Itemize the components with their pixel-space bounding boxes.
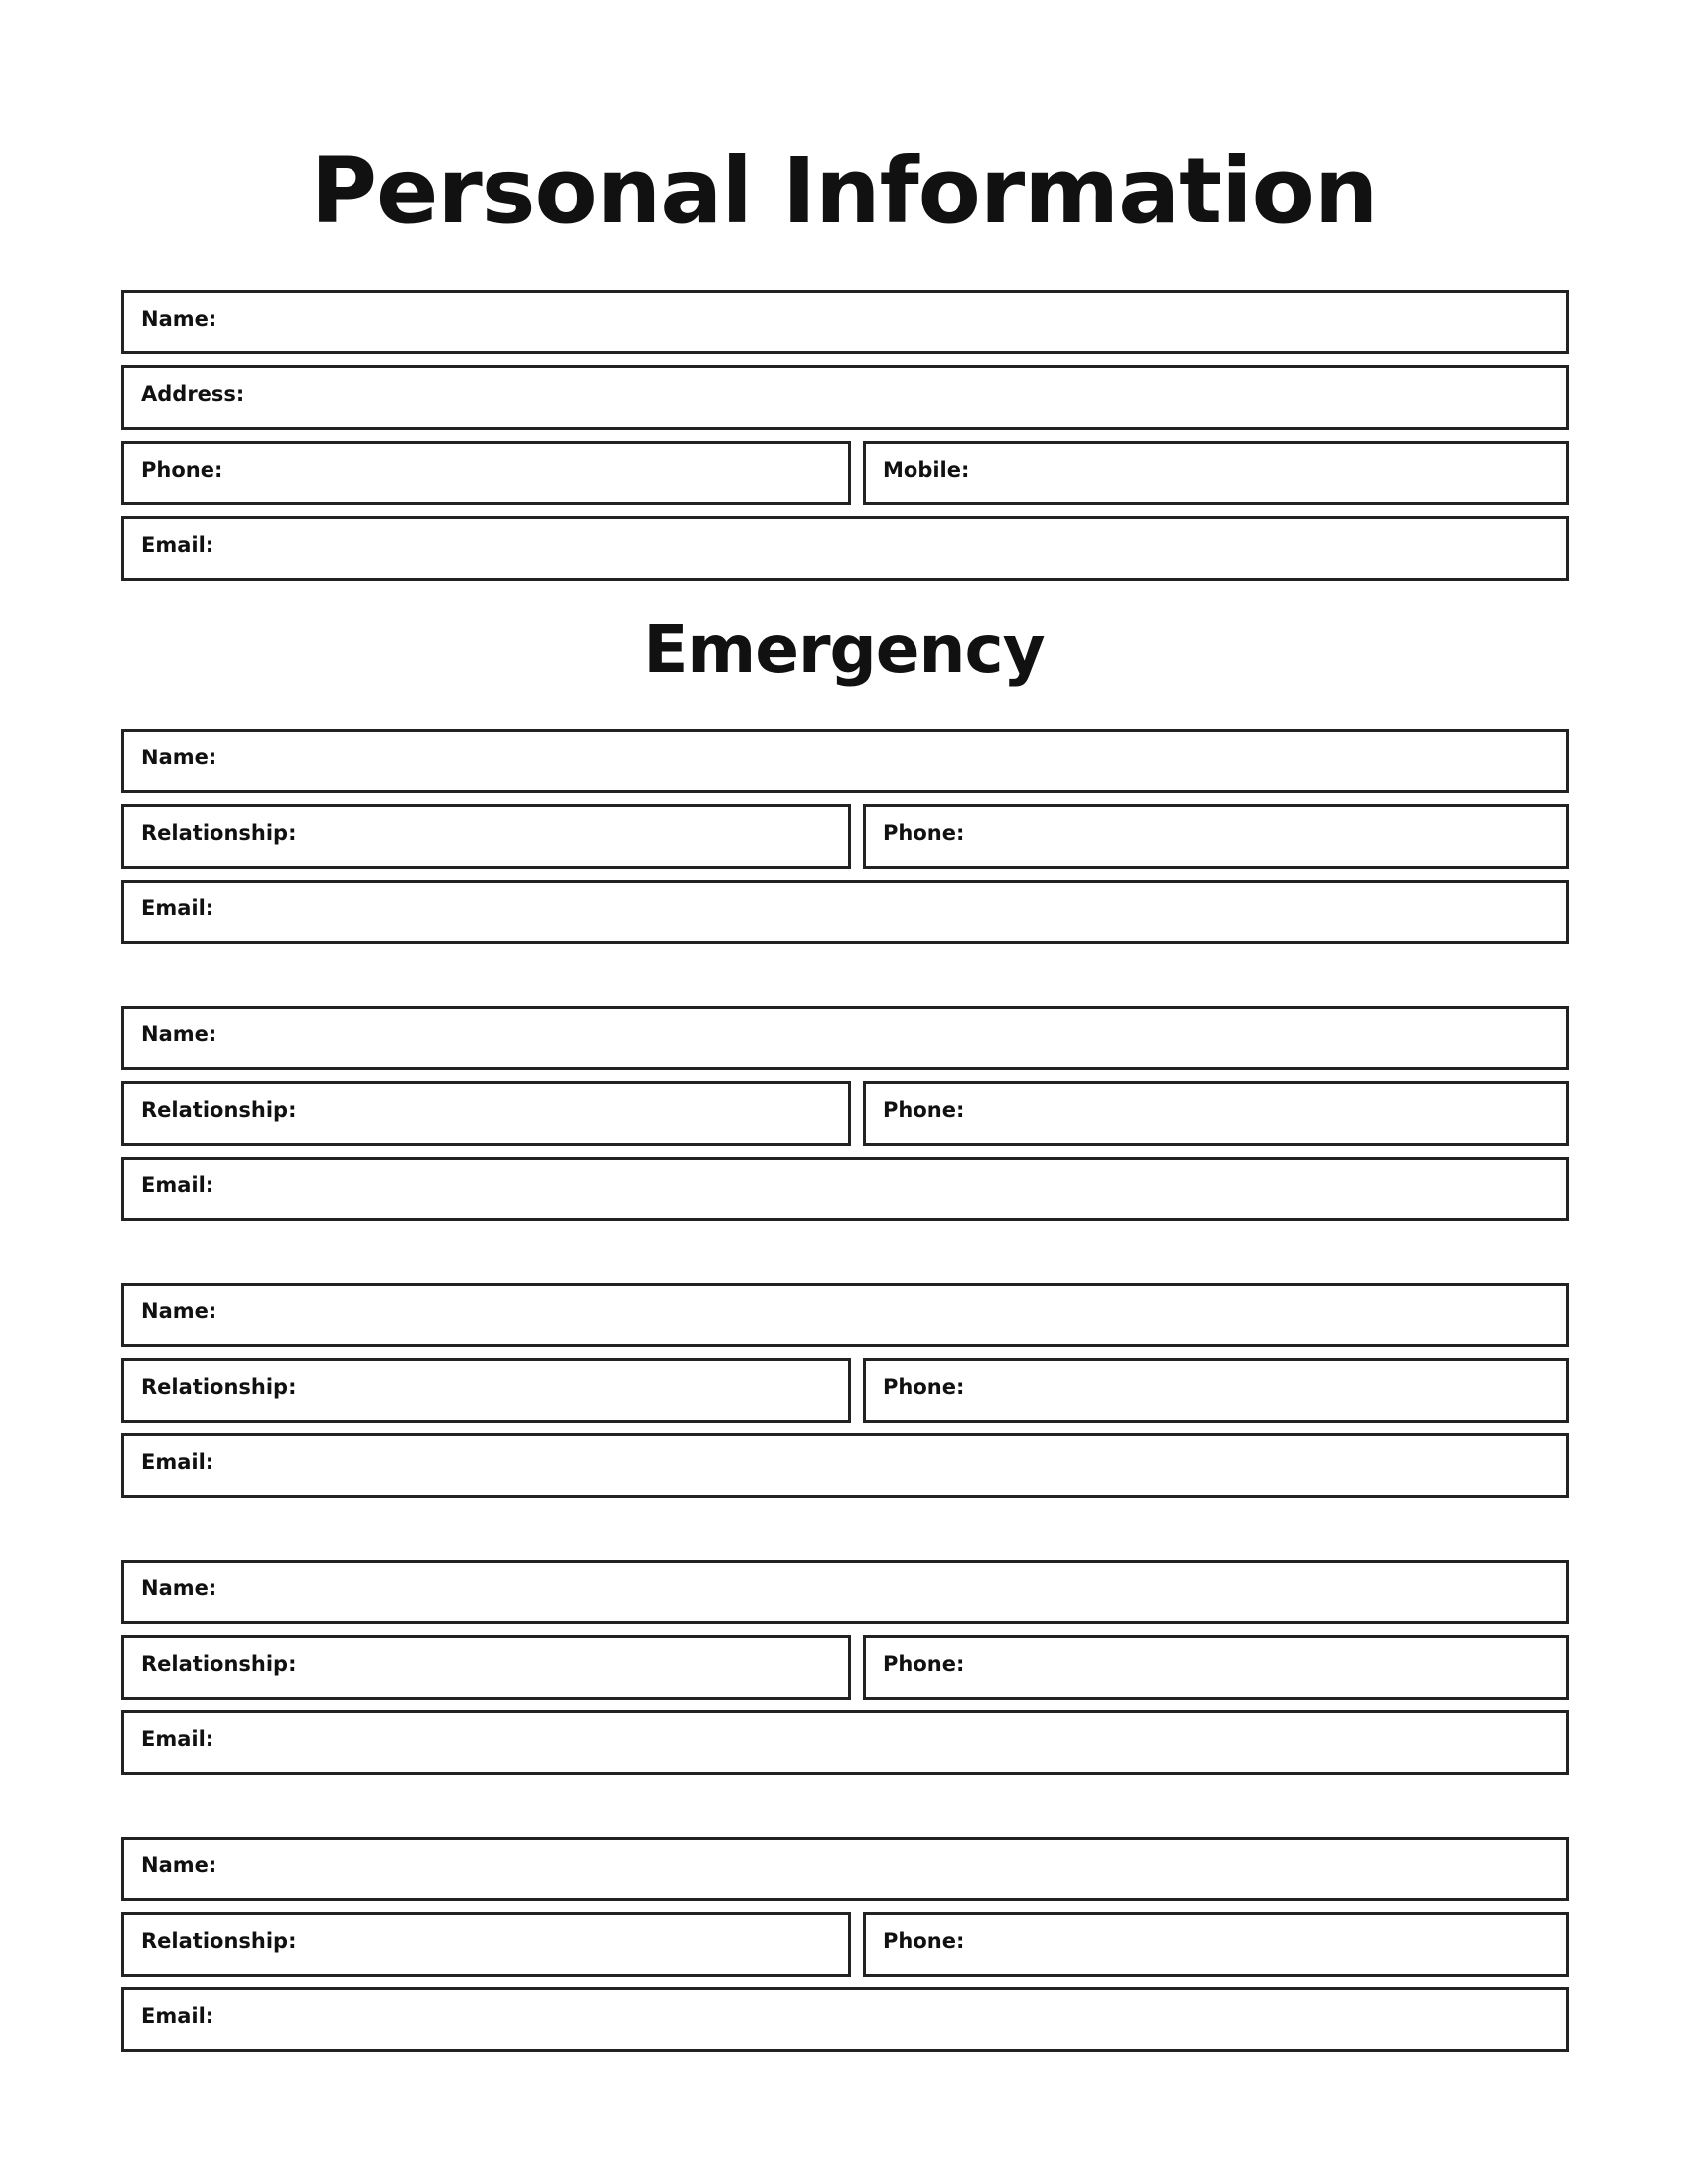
emergency-2-phone-field[interactable] [863,1081,1569,1146]
emergency-5-relationship-field[interactable] [121,1912,851,1977]
emergency-2-name-label: Name: [141,1023,217,1046]
personal-phone-field[interactable] [121,441,851,505]
emergency-4-relationship-field[interactable] [121,1635,851,1700]
personal-email-field[interactable] [121,516,1569,581]
emergency-1-email-field[interactable] [121,880,1569,944]
emergency-5-email-field[interactable] [121,1987,1569,2052]
emergency-5-phone-field[interactable] [863,1912,1569,1977]
emergency-3-relationship-field[interactable] [121,1358,851,1423]
personal-mobile-label: Mobile: [883,458,970,481]
emergency-3-relationship-label: Relationship: [141,1375,297,1399]
emergency-4-name-label: Name: [141,1576,217,1600]
emergency-4-phone-label: Phone: [883,1652,965,1676]
emergency-1-name-label: Name: [141,746,217,769]
personal-address-field[interactable] [121,365,1569,430]
emergency-2-relationship-label: Relationship: [141,1098,297,1122]
personal-name-label: Name: [141,307,217,331]
emergency-3-email-field[interactable] [121,1433,1569,1498]
emergency-5-relationship-label: Relationship: [141,1929,297,1953]
emergency-4-email-field[interactable] [121,1710,1569,1775]
emergency-1-relationship-field[interactable] [121,804,851,869]
emergency-4-phone-field[interactable] [863,1635,1569,1700]
emergency-2-email-field[interactable] [121,1157,1569,1221]
personal-email-label: Email: [141,533,214,557]
emergency-3-name-field[interactable] [121,1283,1569,1347]
emergency-4-relationship-label: Relationship: [141,1652,297,1676]
emergency-1-phone-field[interactable] [863,804,1569,869]
page-title: Personal Information [310,138,1378,244]
emergency-3-email-label: Email: [141,1450,214,1474]
emergency-1-relationship-label: Relationship: [141,821,297,845]
emergency-1-phone-label: Phone: [883,821,965,845]
emergency-5-name-field[interactable] [121,1837,1569,1901]
emergency-1-email-label: Email: [141,896,214,920]
emergency-2-phone-label: Phone: [883,1098,965,1122]
personal-mobile-field[interactable] [863,441,1569,505]
emergency-title: Emergency [643,612,1045,688]
emergency-5-name-label: Name: [141,1853,217,1877]
emergency-4-name-field[interactable] [121,1560,1569,1624]
emergency-5-phone-label: Phone: [883,1929,965,1953]
emergency-3-phone-label: Phone: [883,1375,965,1399]
emergency-2-relationship-field[interactable] [121,1081,851,1146]
emergency-3-phone-field[interactable] [863,1358,1569,1423]
personal-address-label: Address: [141,382,245,406]
emergency-5-email-label: Email: [141,2004,214,2028]
emergency-1-name-field[interactable] [121,729,1569,793]
personal-name-field[interactable] [121,290,1569,354]
emergency-3-name-label: Name: [141,1299,217,1323]
emergency-4-email-label: Email: [141,1727,214,1751]
personal-phone-label: Phone: [141,458,223,481]
emergency-2-email-label: Email: [141,1173,214,1197]
emergency-2-name-field[interactable] [121,1006,1569,1070]
